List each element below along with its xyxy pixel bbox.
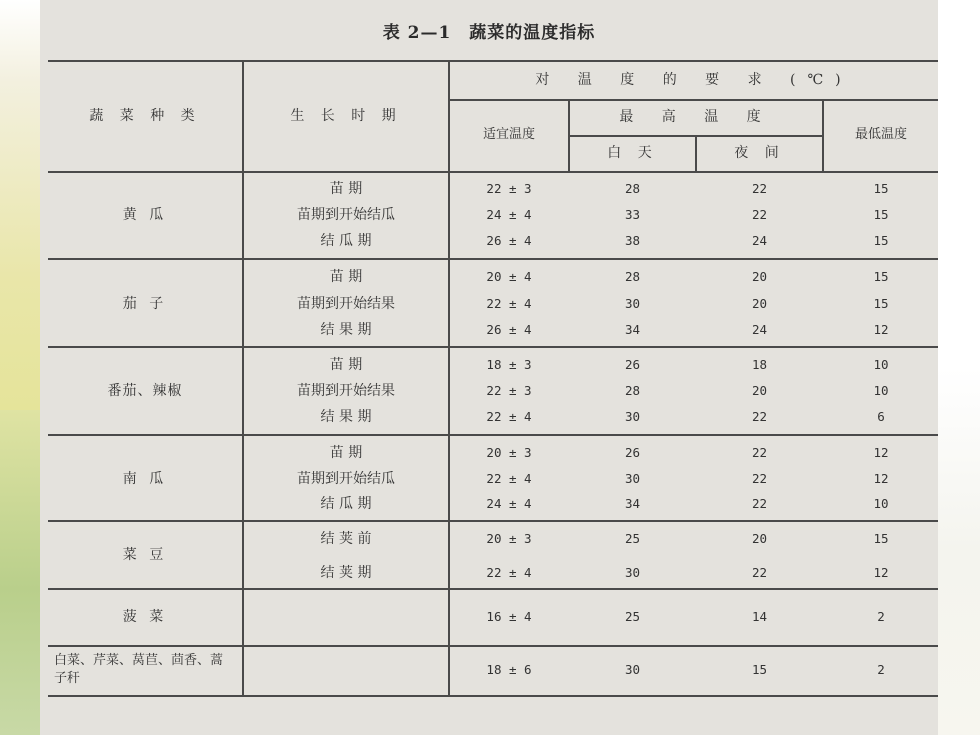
suitable-temp: 24 ± 4 (486, 207, 532, 222)
max-night-temp: 14 (751, 609, 768, 624)
suitable-temp: 26 ± 4 (486, 322, 532, 337)
max-day-temp: 34 (624, 496, 641, 511)
min-temp: 10 (873, 383, 889, 398)
slide-decoration-yellow (0, 80, 40, 410)
suitable-temp: 20 ± 3 (486, 531, 532, 546)
period: 结 荚 前 (320, 531, 372, 547)
max-night-temp: 24 (751, 233, 768, 248)
min-temp: 2 (877, 609, 885, 624)
max-day-temp: 28 (624, 383, 641, 398)
group-rule-3 (48, 434, 938, 436)
max-night-temp: 22 (751, 181, 768, 196)
max-day-temp: 28 (624, 181, 641, 196)
period: 苗 期 (329, 445, 363, 461)
suitable-temp: 22 ± 4 (486, 565, 532, 580)
max-night-temp: 22 (751, 207, 768, 222)
max-day-temp: 26 (624, 357, 641, 372)
header-requirement: 对 温 度 的 要 求 (℃) (535, 72, 853, 88)
max-day-temp: 30 (624, 565, 641, 580)
period: 结 果 期 (320, 322, 372, 338)
min-temp: 12 (873, 445, 889, 460)
period: 结 瓜 期 (320, 233, 372, 249)
min-temp: 12 (873, 322, 889, 337)
max-day-temp: 30 (624, 296, 641, 311)
period: 结 瓜 期 (320, 496, 372, 512)
suitable-temp: 18 ± 6 (486, 662, 532, 677)
min-temp: 15 (873, 181, 889, 196)
min-temp: 15 (873, 269, 889, 284)
suitable-temp: 22 ± 4 (486, 409, 532, 424)
group-rule-4 (48, 520, 938, 522)
veg-name: 菜 豆 (122, 547, 168, 563)
max-night-temp: 22 (751, 445, 768, 460)
period: 结 果 期 (320, 409, 372, 425)
slide-decoration-right (938, 0, 980, 735)
max-day-temp: 38 (624, 233, 641, 248)
max-night-temp: 22 (751, 496, 768, 511)
group-rule-1 (48, 258, 938, 260)
table-number: 表 2—1 (382, 23, 452, 43)
max-night-temp: 20 (751, 383, 768, 398)
period: 苗期到开始结果 (297, 296, 395, 312)
table-bottom-rule (48, 695, 938, 697)
veg-name: 番茄、辣椒 (107, 383, 183, 399)
min-temp: 12 (873, 565, 889, 580)
veg-name: 茄 子 (122, 296, 168, 312)
max-night-temp: 24 (751, 322, 768, 337)
group-rule-5 (48, 588, 938, 590)
max-day-temp: 25 (624, 609, 641, 624)
suitable-temp: 22 ± 3 (486, 181, 532, 196)
header-suitable: 适宜温度 (482, 127, 535, 142)
min-temp: 15 (873, 207, 889, 222)
scanned-document (40, 0, 938, 735)
header-bottom-rule (48, 171, 938, 173)
period: 苗期到开始结瓜 (297, 471, 395, 487)
suitable-temp: 24 ± 4 (486, 496, 532, 511)
header-max-temp: 最 高 温 度 (619, 109, 773, 125)
max-night-temp: 15 (751, 662, 768, 677)
group-rule-6 (48, 645, 938, 647)
max-night-temp: 20 (751, 531, 768, 546)
veg-name: 黄 瓜 (122, 207, 168, 223)
min-temp: 2 (877, 662, 885, 677)
col-rule-1 (242, 60, 244, 696)
header-rule-1 (448, 99, 938, 101)
slide-decoration-green (0, 410, 40, 735)
min-temp: 6 (877, 409, 885, 424)
max-day-temp: 28 (624, 269, 641, 284)
max-night-temp: 20 (751, 269, 768, 284)
table-caption: 蔬菜的温度指标 (469, 23, 596, 43)
suitable-temp: 16 ± 4 (486, 609, 532, 624)
header-growth-period: 生 长 时 期 (290, 108, 402, 124)
header-veg-type: 蔬 菜 种 类 (89, 108, 201, 124)
suitable-temp: 22 ± 4 (486, 296, 532, 311)
group-rule-2 (48, 346, 938, 348)
veg-name: 南 瓜 (122, 471, 168, 487)
max-night-temp: 22 (751, 409, 768, 424)
max-day-temp: 25 (624, 531, 641, 546)
header-night: 夜 间 (734, 145, 785, 161)
min-temp: 15 (873, 296, 889, 311)
veg-name: 白菜、芹菜、莴苣、茴香、蒿子秆 (54, 653, 224, 686)
period: 苗 期 (329, 181, 363, 197)
table-top-rule (48, 60, 938, 62)
min-temp: 10 (873, 357, 889, 372)
max-day-temp: 30 (624, 409, 641, 424)
suitable-temp: 18 ± 3 (486, 357, 532, 372)
suitable-temp: 22 ± 4 (486, 471, 532, 486)
min-temp: 15 (873, 233, 889, 248)
suitable-temp: 20 ± 4 (486, 269, 532, 284)
period: 苗期到开始结果 (297, 383, 395, 399)
period: 苗 期 (329, 357, 363, 373)
period: 结 荚 期 (320, 565, 372, 581)
min-temp: 15 (873, 531, 889, 546)
max-day-temp: 33 (624, 207, 641, 222)
max-night-temp: 22 (751, 565, 768, 580)
max-night-temp: 18 (751, 357, 768, 372)
veg-name: 菠 菜 (122, 609, 168, 625)
period: 苗 期 (329, 269, 363, 285)
header-day: 白 天 (607, 145, 658, 161)
slide-decoration-top (0, 0, 40, 80)
table-title (40, 18, 938, 43)
max-day-temp: 26 (624, 445, 641, 460)
max-day-temp: 34 (624, 322, 641, 337)
suitable-temp: 22 ± 3 (486, 383, 532, 398)
max-day-temp: 30 (624, 662, 641, 677)
suitable-temp: 26 ± 4 (486, 233, 532, 248)
max-night-temp: 22 (751, 471, 768, 486)
period: 苗期到开始结瓜 (297, 207, 395, 223)
header-min-temp: 最低温度 (854, 127, 907, 142)
min-temp: 10 (873, 496, 889, 511)
max-day-temp: 30 (624, 471, 641, 486)
suitable-temp: 20 ± 3 (486, 445, 532, 460)
max-night-temp: 20 (751, 296, 768, 311)
min-temp: 12 (873, 471, 889, 486)
col-rule-2 (448, 60, 450, 696)
